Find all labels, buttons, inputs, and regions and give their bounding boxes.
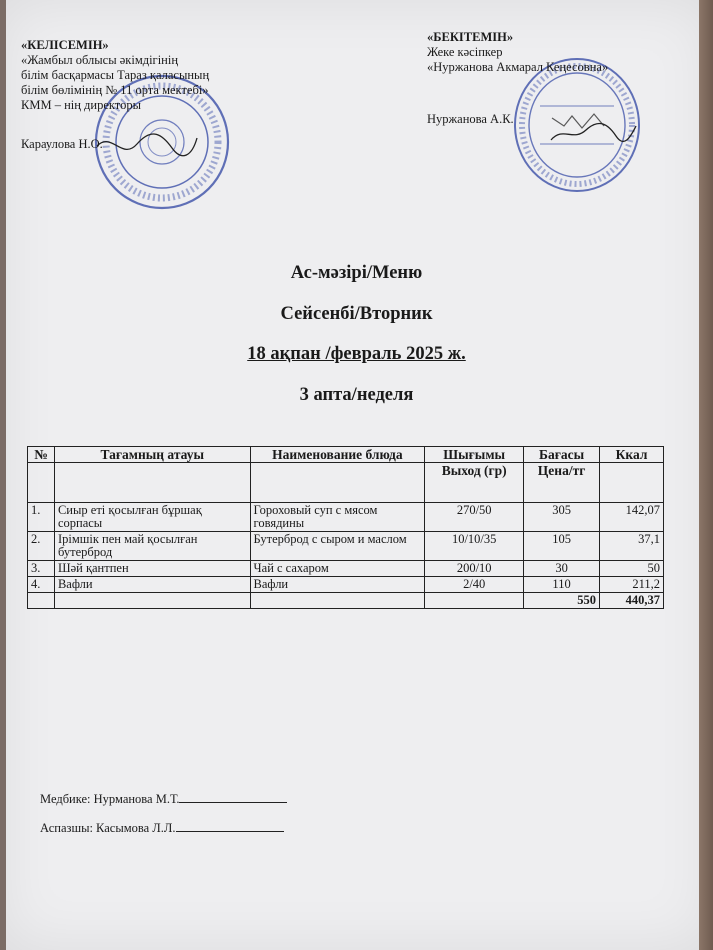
signature-cook (40, 820, 284, 836)
approval-right-line1: Жеке кәсіпкер (427, 45, 503, 59)
row-name-ru: Гороховый суп с мясом говядины (250, 503, 425, 532)
row-yield: 200/10 (425, 561, 524, 577)
approval-left-signature: Караулова Н.О. (21, 137, 103, 151)
row-yield: 270/50 (425, 503, 524, 532)
row-price: 110 (524, 577, 600, 593)
row-name-ru: Бутерброд с сыром и маслом (250, 532, 425, 561)
table-row (28, 561, 664, 577)
row-name-kz: Вафли (54, 577, 250, 593)
subheader-yield: Выход (гр) (425, 463, 524, 503)
approval-right-line2: «Нуржанова Акмарал Кеңесовна» (427, 60, 609, 74)
table-row (28, 503, 664, 532)
approval-left-line2: білім басқармасы Тараз қаласының (21, 68, 210, 82)
row-name-ru: Чай с сахаром (250, 561, 425, 577)
approval-right (427, 30, 608, 127)
approval-left-line4: КММ – нің директоры (21, 98, 141, 112)
col-yield: Шығымы (425, 447, 524, 463)
cook-signature-line (176, 820, 284, 832)
total-kcal: 440,37 (600, 593, 664, 609)
total-price: 550 (524, 593, 600, 609)
cook-label: Аспазшы: Касымова Л.Л. (40, 821, 176, 835)
title-date: 18 ақпан /февраль 2025 ж. (247, 344, 466, 364)
col-name-kz: Тағамның атауы (54, 447, 250, 463)
col-price: Бағасы (524, 447, 600, 463)
row-yield: 10/10/35 (425, 532, 524, 561)
row-number: 3. (28, 561, 55, 577)
table-row (28, 577, 664, 593)
row-price: 105 (524, 532, 600, 561)
row-number: 4. (28, 577, 55, 593)
approval-left-line3: білім бөлімінің № 11 орта мектебі» (21, 83, 209, 97)
menu-table (27, 446, 664, 609)
col-name-ru: Наименование блюда (250, 447, 425, 463)
row-kcal: 142,07 (600, 503, 664, 532)
table-subheader-row (28, 463, 664, 503)
row-price: 305 (524, 503, 600, 532)
row-number: 2. (28, 532, 55, 561)
signature-nurse (40, 791, 287, 807)
col-kcal: Ккал (600, 447, 664, 463)
nurse-signature-line (179, 791, 287, 803)
row-name-kz: Шәй қантпен (54, 561, 250, 577)
approval-left-line1: «Жамбыл облысы әкімдігінің (21, 53, 179, 67)
approval-left (21, 38, 209, 152)
row-name-ru: Вафли (250, 577, 425, 593)
subheader-price: Цена/тг (524, 463, 600, 503)
table-total-row (28, 593, 664, 609)
row-name-kz: Сиыр еті қосылған бұршақ сорпасы (54, 503, 250, 532)
row-kcal: 37,1 (600, 532, 664, 561)
row-kcal: 50 (600, 561, 664, 577)
title-menu: Ас-мәзірі/Меню (290, 263, 423, 283)
row-number: 1. (28, 503, 55, 532)
row-name-kz: Ірімшік пен май қосылған бутерброд (54, 532, 250, 561)
approval-right-heading: «БЕКІТЕМІН» (427, 30, 514, 44)
row-yield: 2/40 (425, 577, 524, 593)
title-day: Сейсенбі/Вторник (280, 304, 433, 324)
nurse-label: Медбике: Нурманова М.Т. (40, 792, 180, 806)
title-week: 3 апта/неделя (299, 385, 414, 405)
approval-left-heading: «КЕЛІСЕМІН» (21, 38, 109, 52)
table-header-row (28, 447, 664, 463)
row-kcal: 211,2 (600, 577, 664, 593)
table-row (28, 532, 664, 561)
background-edge-right (699, 0, 713, 950)
background-edge-left (0, 0, 6, 950)
col-number: № (28, 447, 55, 463)
approval-right-signature: Нуржанова А.К. (427, 112, 514, 126)
row-price: 30 (524, 561, 600, 577)
